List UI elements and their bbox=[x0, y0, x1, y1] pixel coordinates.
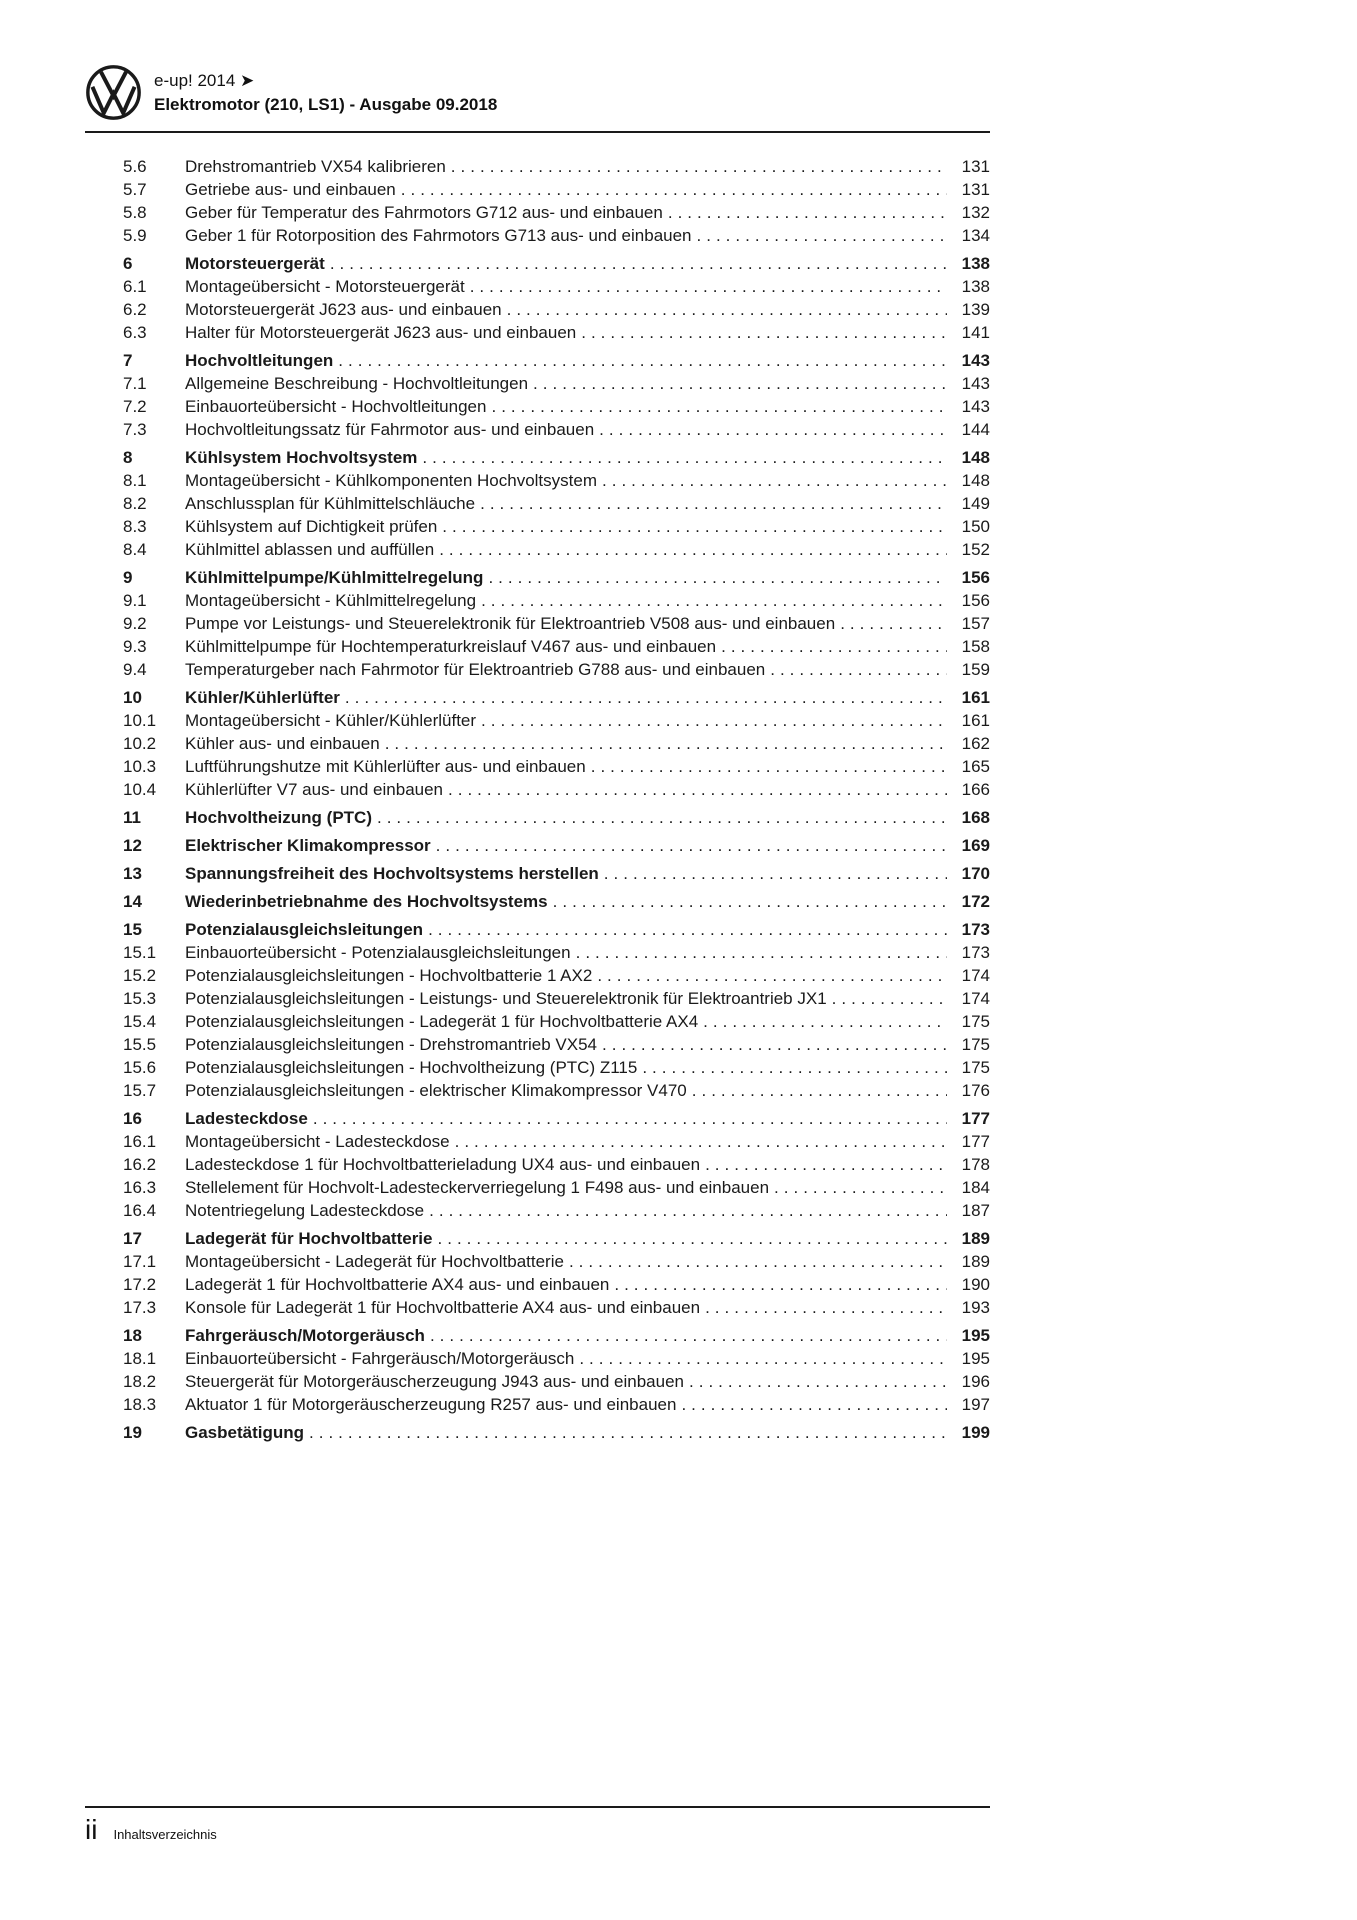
toc-entry-title: Pumpe vor Leistungs- und Steuerelektronik für Elektroantrieb V508 aus- und einbauen bbox=[185, 614, 836, 633]
toc-entry-page: 173 bbox=[961, 920, 990, 939]
toc-entry-number: 8.4 bbox=[123, 540, 147, 559]
toc-entry-number: 17.3 bbox=[123, 1298, 157, 1317]
toc-row bbox=[85, 1033, 990, 1056]
toc-entry-page: 199 bbox=[961, 1423, 990, 1442]
toc-entry-page: 178 bbox=[961, 1155, 990, 1174]
toc-entry-number: 18.1 bbox=[123, 1349, 157, 1368]
toc-entry-number: 15.4 bbox=[123, 1012, 157, 1031]
toc-entry-page: 184 bbox=[961, 1178, 990, 1197]
toc-entry-title: Luftführungshutze mit Kühlerlüfter aus- und einbauen bbox=[185, 757, 586, 776]
dot-leader bbox=[481, 589, 947, 612]
dot-leader bbox=[569, 1250, 947, 1273]
toc-entry-number: 7.1 bbox=[123, 374, 147, 393]
toc-row bbox=[85, 155, 990, 178]
toc-entry-page: 193 bbox=[961, 1298, 990, 1317]
toc-entry-title: Wiederinbetriebnahme des Hochvoltsystems bbox=[185, 892, 548, 911]
toc-entry-number: 15.5 bbox=[123, 1035, 157, 1054]
toc-entry-number: 16.1 bbox=[123, 1132, 157, 1151]
toc-entry-title: Hochvoltheizung (PTC) bbox=[185, 808, 372, 827]
toc-entry-title: Hochvoltleitungssatz für Fahrmotor aus- und einbauen bbox=[185, 420, 595, 439]
dot-leader bbox=[840, 612, 947, 635]
dot-leader bbox=[721, 635, 947, 658]
toc-entry-title: Notentriegelung Ladesteckdose bbox=[185, 1201, 425, 1220]
toc-entry-page: 195 bbox=[961, 1349, 990, 1368]
toc-row bbox=[85, 515, 990, 538]
header-divider bbox=[85, 131, 990, 133]
toc-entry-page: 172 bbox=[961, 892, 990, 911]
toc-entry-number: 8.3 bbox=[123, 517, 147, 536]
toc-entry-title: Montageübersicht - Ladegerät für Hochvoltbatterie bbox=[185, 1252, 564, 1271]
toc-row bbox=[85, 1324, 990, 1347]
dot-leader bbox=[436, 834, 947, 857]
dot-leader bbox=[481, 709, 947, 732]
toc-entry-page: 173 bbox=[961, 943, 990, 962]
toc-entry-page: 175 bbox=[961, 1035, 990, 1054]
dot-leader bbox=[428, 918, 947, 941]
toc-entry-title: Anschlussplan für Kühlmittelschläuche bbox=[185, 494, 476, 513]
toc-entry-number: 15.3 bbox=[123, 989, 157, 1008]
toc-row bbox=[85, 635, 990, 658]
toc-list bbox=[85, 155, 990, 1444]
toc-entry-title: Potenzialausgleichsleitungen - Leistungs- und Steuerelektronik für Elektroantrieb JX1 bbox=[185, 989, 827, 1008]
toc-row bbox=[85, 964, 990, 987]
toc-row bbox=[85, 395, 990, 418]
dot-leader bbox=[507, 298, 947, 321]
toc-entry-title: Motorsteuergerät bbox=[185, 254, 325, 273]
toc-entry-title: Ladegerät für Hochvoltbatterie bbox=[185, 1229, 433, 1248]
toc-entry-number: 15.7 bbox=[123, 1081, 157, 1100]
toc-row bbox=[85, 1153, 990, 1176]
dot-leader bbox=[774, 1176, 947, 1199]
toc-row bbox=[85, 1199, 990, 1222]
toc-entry-title: Potenzialausgleichsleitungen - Drehstromantrieb VX54 bbox=[185, 1035, 598, 1054]
dot-leader bbox=[448, 778, 947, 801]
toc-entry-number: 16.4 bbox=[123, 1201, 157, 1220]
toc-entry-title: Geber für Temperatur des Fahrmotors G712 aus- und einbauen bbox=[185, 203, 663, 222]
toc-entry-title: Montageübersicht - Motorsteuergerät bbox=[185, 277, 465, 296]
toc-row bbox=[85, 1273, 990, 1296]
toc-row bbox=[85, 321, 990, 344]
toc-row bbox=[85, 538, 990, 561]
toc-entry-title: Motorsteuergerät J623 aus- und einbauen bbox=[185, 300, 502, 319]
toc-entry-title: Einbauorteübersicht - Fahrgeräusch/Motorgeräusch bbox=[185, 1349, 575, 1368]
toc-entry-page: 189 bbox=[961, 1252, 990, 1271]
toc-entry-number: 17.2 bbox=[123, 1275, 157, 1294]
dot-leader bbox=[488, 566, 947, 589]
dot-leader bbox=[602, 469, 947, 492]
toc-entry-title: Geber 1 für Rotorposition des Fahrmotors G713 aus- und einbauen bbox=[185, 226, 692, 245]
toc-entry-page: 141 bbox=[961, 323, 990, 342]
toc-entry-title: Temperaturgeber nach Fahrmotor für Elektroantrieb G788 aus- und einbauen bbox=[185, 660, 766, 679]
toc-row bbox=[85, 349, 990, 372]
toc-row bbox=[85, 732, 990, 755]
header-text bbox=[154, 69, 497, 117]
toc-entry-number: 7.3 bbox=[123, 420, 147, 439]
toc-entry-page: 148 bbox=[961, 471, 990, 490]
toc-entry-title: Drehstromantrieb VX54 kalibrieren bbox=[185, 157, 446, 176]
toc-entry-title: Montageübersicht - Kühlmittelregelung bbox=[185, 591, 477, 610]
dot-leader bbox=[602, 1033, 947, 1056]
toc-entry-page: 170 bbox=[961, 864, 990, 883]
toc-entry-title: Kühlmittelpumpe für Hochtemperaturkreislauf V467 aus- und einbauen bbox=[185, 637, 717, 656]
vw-logo-icon bbox=[85, 64, 142, 121]
toc-entry-page: 157 bbox=[961, 614, 990, 633]
toc-entry-title: Montageübersicht - Kühlkomponenten Hochvoltsystem bbox=[185, 471, 597, 490]
toc-row bbox=[85, 862, 990, 885]
toc-entry-page: 152 bbox=[961, 540, 990, 559]
toc-row bbox=[85, 589, 990, 612]
toc-entry-page: 134 bbox=[961, 226, 990, 245]
dot-leader bbox=[705, 1296, 947, 1319]
toc-entry-number: 7 bbox=[123, 351, 133, 370]
toc-entry-page: 138 bbox=[961, 254, 990, 273]
toc-entry-page: 149 bbox=[961, 494, 990, 513]
toc-entry-title: Potenzialausgleichsleitungen - elektrischer Klimakompressor V470 bbox=[185, 1081, 687, 1100]
dot-leader bbox=[553, 890, 947, 913]
toc-entry-title: Kühlsystem Hochvoltsystem bbox=[185, 448, 418, 467]
toc-entry-number: 13 bbox=[123, 864, 142, 883]
toc-entry-page: 176 bbox=[961, 1081, 990, 1100]
toc-row bbox=[85, 1296, 990, 1319]
toc-row bbox=[85, 1250, 990, 1273]
toc-entry-title: Konsole für Ladegerät 1 für Hochvoltbatterie AX4 aus- und einbauen bbox=[185, 1298, 701, 1317]
dot-leader bbox=[455, 1130, 947, 1153]
toc-entry-number: 15.6 bbox=[123, 1058, 157, 1077]
toc-entry-page: 195 bbox=[961, 1326, 990, 1345]
toc-entry-page: 144 bbox=[961, 420, 990, 439]
dot-leader bbox=[309, 1421, 947, 1444]
toc-entry-page: 131 bbox=[961, 180, 990, 199]
toc-row bbox=[85, 372, 990, 395]
toc-entry-page: 197 bbox=[961, 1395, 990, 1414]
toc-entry-number: 9.1 bbox=[123, 591, 147, 610]
toc-entry-title: Kühlsystem auf Dichtigkeit prüfen bbox=[185, 517, 438, 536]
toc-row bbox=[85, 1421, 990, 1444]
dot-leader bbox=[681, 1393, 947, 1416]
dot-leader bbox=[579, 1347, 947, 1370]
toc-entry-number: 9.3 bbox=[123, 637, 147, 656]
toc-entry-page: 156 bbox=[961, 568, 990, 587]
dot-leader bbox=[338, 349, 947, 372]
dot-leader bbox=[697, 224, 947, 247]
dot-leader bbox=[439, 538, 947, 561]
toc-entry-page: 190 bbox=[961, 1275, 990, 1294]
toc-entry-page: 143 bbox=[961, 374, 990, 393]
toc-entry-title: Ladesteckdose 1 für Hochvoltbatterieladung UX4 aus- und einbauen bbox=[185, 1155, 701, 1174]
toc-row bbox=[85, 1393, 990, 1416]
toc-entry-page: 175 bbox=[961, 1058, 990, 1077]
page-header bbox=[85, 64, 497, 121]
toc-entry-page: 131 bbox=[961, 157, 990, 176]
toc-row bbox=[85, 686, 990, 709]
toc-entry-title: Kühlmittel ablassen und auffüllen bbox=[185, 540, 435, 559]
dot-leader bbox=[581, 321, 947, 344]
toc-entry-page: 132 bbox=[961, 203, 990, 222]
toc-entry-title: Halter für Motorsteuergerät J623 aus- und einbauen bbox=[185, 323, 577, 342]
dot-leader bbox=[401, 178, 947, 201]
toc-entry-page: 166 bbox=[961, 780, 990, 799]
dot-leader bbox=[689, 1370, 947, 1393]
toc-entry-number: 10 bbox=[123, 688, 142, 707]
toc-row bbox=[85, 1370, 990, 1393]
dot-leader bbox=[438, 1227, 948, 1250]
dot-leader bbox=[533, 372, 947, 395]
toc-entry-title: Einbauorteübersicht - Hochvoltleitungen bbox=[185, 397, 487, 416]
dot-leader bbox=[330, 252, 947, 275]
toc-entry-title: Kühler aus- und einbauen bbox=[185, 734, 380, 753]
toc-entry-page: 177 bbox=[961, 1109, 990, 1128]
toc-entry-page: 174 bbox=[961, 966, 990, 985]
toc-entry-title: Kühlerlüfter V7 aus- und einbauen bbox=[185, 780, 444, 799]
document-subtitle: Elektromotor (210, LS1) - Ausgabe 09.2018 bbox=[154, 94, 498, 114]
model-title: e-up! 2014 ➤ bbox=[154, 70, 255, 90]
page-number: ii bbox=[85, 1814, 98, 1845]
toc-row bbox=[85, 1176, 990, 1199]
toc-row bbox=[85, 806, 990, 829]
toc-entry-number: 19 bbox=[123, 1423, 142, 1442]
toc-row bbox=[85, 1347, 990, 1370]
toc-entry-page: 162 bbox=[961, 734, 990, 753]
toc-entry-title: Stellelement für Hochvolt-Ladesteckerverriegelung 1 F498 aus- und einbauen bbox=[185, 1178, 770, 1197]
toc-row bbox=[85, 755, 990, 778]
toc-row bbox=[85, 178, 990, 201]
toc-entry-page: 187 bbox=[961, 1201, 990, 1220]
toc-entry-number: 7.2 bbox=[123, 397, 147, 416]
toc-row bbox=[85, 1079, 990, 1102]
dot-leader bbox=[703, 1010, 947, 1033]
toc-entry-number: 16 bbox=[123, 1109, 142, 1128]
toc-entry-number: 9 bbox=[123, 568, 133, 587]
toc-entry-number: 6.1 bbox=[123, 277, 147, 296]
dot-leader bbox=[692, 1079, 947, 1102]
toc-entry-number: 9.4 bbox=[123, 660, 147, 679]
dot-leader bbox=[430, 1324, 947, 1347]
toc-row bbox=[85, 1056, 990, 1079]
dot-leader bbox=[604, 862, 947, 885]
toc-entry-page: 177 bbox=[961, 1132, 990, 1151]
toc-row bbox=[85, 252, 990, 275]
toc-entry-page: 168 bbox=[961, 808, 990, 827]
toc-entry-number: 9.2 bbox=[123, 614, 147, 633]
toc-entry-title: Ladesteckdose bbox=[185, 1109, 308, 1128]
toc-entry-page: 143 bbox=[961, 397, 990, 416]
toc-entry-title: Spannungsfreiheit des Hochvoltsystems herstellen bbox=[185, 864, 599, 883]
toc-row bbox=[85, 201, 990, 224]
toc-entry-number: 17 bbox=[123, 1229, 142, 1248]
toc-entry-number: 11 bbox=[123, 808, 141, 827]
toc-entry-page: 158 bbox=[961, 637, 990, 656]
toc-entry-title: Ladegerät 1 für Hochvoltbatterie AX4 aus- und einbauen bbox=[185, 1275, 610, 1294]
toc-entry-page: 150 bbox=[961, 517, 990, 536]
dot-leader bbox=[470, 275, 947, 298]
toc-entry-number: 5.7 bbox=[123, 180, 147, 199]
dot-leader bbox=[832, 987, 947, 1010]
toc-row bbox=[85, 224, 990, 247]
toc-row bbox=[85, 275, 990, 298]
toc-entry-title: Potenzialausgleichsleitungen - Hochvoltheizung (PTC) Z115 bbox=[185, 1058, 638, 1077]
toc-row bbox=[85, 298, 990, 321]
dot-leader bbox=[642, 1056, 947, 1079]
toc-row bbox=[85, 566, 990, 589]
toc-entry-page: 138 bbox=[961, 277, 990, 296]
dot-leader bbox=[770, 658, 947, 681]
toc-entry-number: 6.2 bbox=[123, 300, 147, 319]
toc-entry-page: 189 bbox=[961, 1229, 990, 1248]
toc-entry-page: 174 bbox=[961, 989, 990, 1008]
toc-entry-title: Einbauorteübersicht - Potenzialausgleichsleitungen bbox=[185, 943, 571, 962]
dot-leader bbox=[377, 806, 947, 829]
toc-entry-title: Fahrgeräusch/Motorgeräusch bbox=[185, 1326, 425, 1345]
toc-row bbox=[85, 1010, 990, 1033]
toc-entry-number: 15 bbox=[123, 920, 142, 939]
toc-row bbox=[85, 709, 990, 732]
toc-entry-number: 18 bbox=[123, 1326, 142, 1345]
toc-entry-page: 161 bbox=[961, 711, 990, 730]
dot-leader bbox=[442, 515, 947, 538]
toc-row bbox=[85, 890, 990, 913]
toc-entry-number: 15.2 bbox=[123, 966, 157, 985]
toc-entry-title: Elektrischer Klimakompressor bbox=[185, 836, 431, 855]
dot-leader bbox=[668, 201, 947, 224]
toc-entry-page: 156 bbox=[961, 591, 990, 610]
toc-entry-number: 8.2 bbox=[123, 494, 147, 513]
toc-entry-number: 16.3 bbox=[123, 1178, 157, 1197]
toc-entry-page: 161 bbox=[961, 688, 990, 707]
dot-leader bbox=[614, 1273, 947, 1296]
toc-entry-number: 10.4 bbox=[123, 780, 157, 799]
toc-entry-number: 18.3 bbox=[123, 1395, 157, 1414]
toc-entry-title: Aktuator 1 für Motorgeräuscherzeugung R257 aus- und einbauen bbox=[185, 1395, 677, 1414]
toc-entry-number: 16.2 bbox=[123, 1155, 157, 1174]
toc-entry-page: 148 bbox=[961, 448, 990, 467]
toc-entry-title: Potenzialausgleichsleitungen bbox=[185, 920, 424, 939]
dot-leader bbox=[480, 492, 947, 515]
dot-leader bbox=[451, 155, 947, 178]
toc-entry-page: 159 bbox=[961, 660, 990, 679]
toc-row bbox=[85, 918, 990, 941]
toc-row bbox=[85, 1130, 990, 1153]
toc-entry-title: Steuergerät für Motorgeräuscherzeugung J943 aus- und einbauen bbox=[185, 1372, 685, 1391]
toc-entry-number: 18.2 bbox=[123, 1372, 157, 1391]
toc-entry-title: Kühler/Kühlerlüfter bbox=[185, 688, 340, 707]
toc-row bbox=[85, 418, 990, 441]
toc-entry-page: 143 bbox=[961, 351, 990, 370]
dot-leader bbox=[422, 446, 947, 469]
toc-entry-number: 6.3 bbox=[123, 323, 147, 342]
toc-entry-number: 10.2 bbox=[123, 734, 157, 753]
toc-entry-page: 196 bbox=[961, 1372, 990, 1391]
toc-row bbox=[85, 469, 990, 492]
toc-row bbox=[85, 658, 990, 681]
dot-leader bbox=[429, 1199, 947, 1222]
dot-leader bbox=[491, 395, 947, 418]
toc-entry-number: 12 bbox=[123, 836, 142, 855]
toc-row bbox=[85, 987, 990, 1010]
toc-entry-number: 15.1 bbox=[123, 943, 157, 962]
toc-entry-number: 5.9 bbox=[123, 226, 147, 245]
page-footer bbox=[85, 1814, 217, 1846]
toc-entry-title: Getriebe aus- und einbauen bbox=[185, 180, 396, 199]
toc-entry-title: Allgemeine Beschreibung - Hochvoltleitungen bbox=[185, 374, 529, 393]
toc-row bbox=[85, 1227, 990, 1250]
toc-entry-page: 169 bbox=[961, 836, 990, 855]
toc-row bbox=[85, 778, 990, 801]
toc-entry-number: 10.3 bbox=[123, 757, 157, 776]
dot-leader bbox=[345, 686, 947, 709]
toc-entry-title: Hochvoltleitungen bbox=[185, 351, 334, 370]
toc-entry-title: Kühlmittelpumpe/Kühlmittelregelung bbox=[185, 568, 484, 587]
toc-entry-title: Montageübersicht - Ladesteckdose bbox=[185, 1132, 450, 1151]
dot-leader bbox=[591, 755, 947, 778]
toc-entry-page: 139 bbox=[961, 300, 990, 319]
dot-leader bbox=[597, 964, 947, 987]
toc-entry-number: 8 bbox=[123, 448, 133, 467]
toc-entry-number: 10.1 bbox=[123, 711, 157, 730]
toc-entry-number: 14 bbox=[123, 892, 142, 911]
toc-entry-number: 5.6 bbox=[123, 157, 147, 176]
toc-entry-title: Potenzialausgleichsleitungen - Hochvoltbatterie 1 AX2 bbox=[185, 966, 593, 985]
dot-leader bbox=[385, 732, 947, 755]
toc-entry-title: Montageübersicht - Kühler/Kühlerlüfter bbox=[185, 711, 477, 730]
dot-leader bbox=[313, 1107, 947, 1130]
dot-leader bbox=[705, 1153, 947, 1176]
toc-entry-number: 17.1 bbox=[123, 1252, 157, 1271]
toc-row bbox=[85, 492, 990, 515]
dot-leader bbox=[599, 418, 947, 441]
toc-entry-number: 6 bbox=[123, 254, 133, 273]
toc-row bbox=[85, 612, 990, 635]
toc-row bbox=[85, 1107, 990, 1130]
toc-entry-title: Gasbetätigung bbox=[185, 1423, 305, 1442]
dot-leader bbox=[576, 941, 947, 964]
toc-entry-page: 165 bbox=[961, 757, 990, 776]
toc-row bbox=[85, 446, 990, 469]
footer-divider bbox=[85, 1806, 990, 1808]
toc-entry-page: 175 bbox=[961, 1012, 990, 1031]
toc-entry-number: 8.1 bbox=[123, 471, 147, 490]
toc-row bbox=[85, 834, 990, 857]
toc-entry-number: 5.8 bbox=[123, 203, 147, 222]
footer-section-label: Inhaltsverzeichnis bbox=[113, 1827, 217, 1842]
toc-row bbox=[85, 941, 990, 964]
toc-entry-title: Potenzialausgleichsleitungen - Ladegerät 1 für Hochvoltbatterie AX4 bbox=[185, 1012, 699, 1031]
